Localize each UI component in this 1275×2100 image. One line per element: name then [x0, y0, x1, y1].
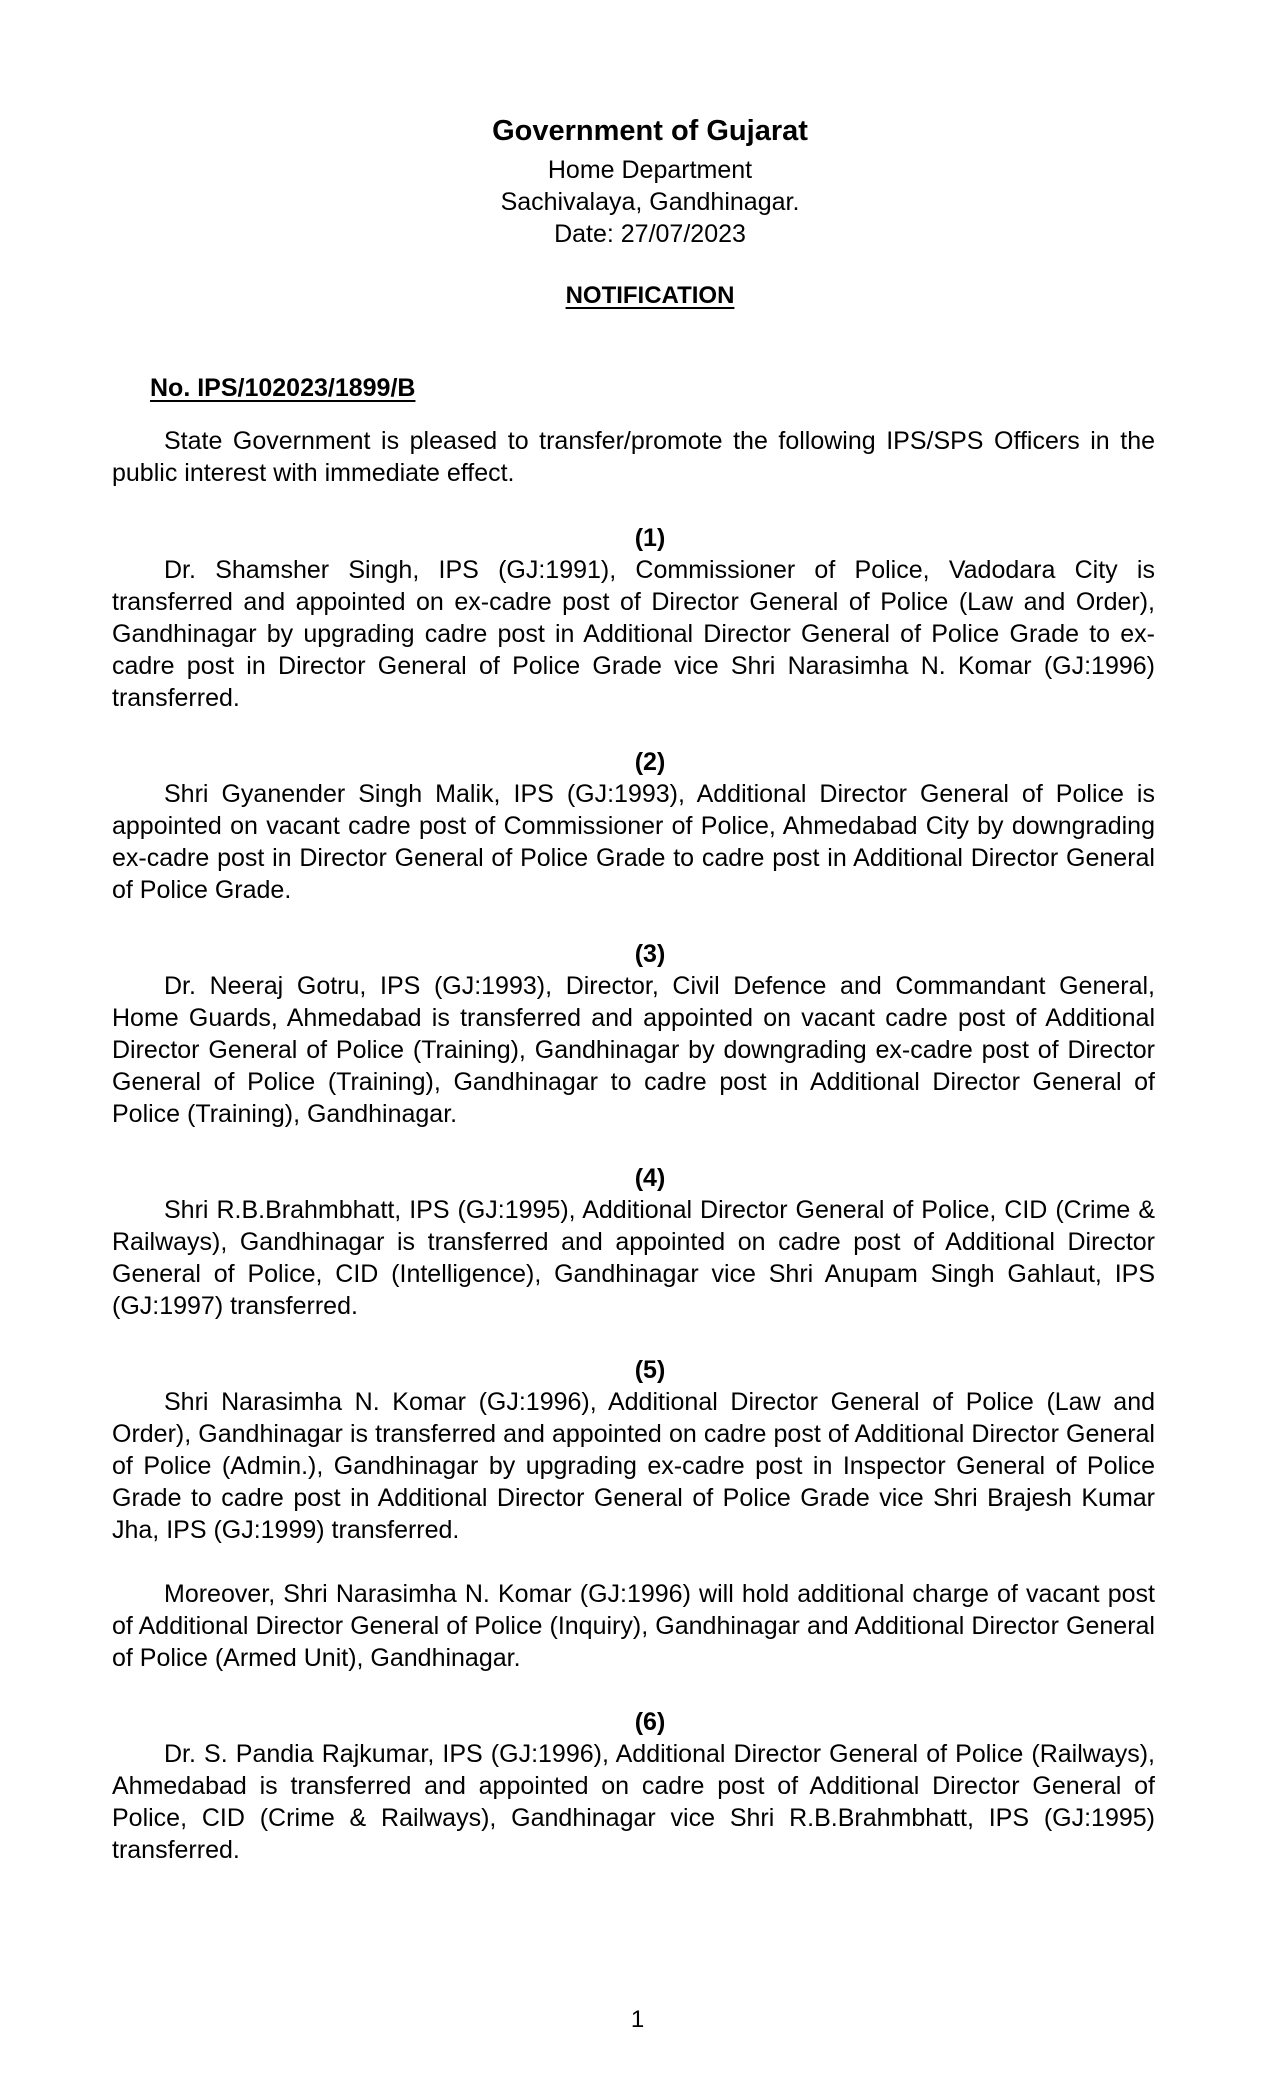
- notification-heading: NOTIFICATION: [565, 282, 735, 309]
- doc-title: Government of Gujarat: [492, 115, 808, 147]
- item-number-4: (4): [634, 1164, 666, 1192]
- item-paragraph-3: Dr. Neeraj Gotru, IPS (GJ:1993), Director, Civil Defence and Commandant General, Home Guards, Ahmedabad is transferred and appointed on vacant cadre post of Additional Director General of Police (Training), Gandhinagar by downgrading ex-cadre post of Director General of Police (Training), Gandhinagar to cadre post in Additional Director General of Police (Training), Gandhinagar.: [112, 972, 1155, 1128]
- item-paragraph-1: Dr. Shamsher Singh, IPS (GJ:1991), Commissioner of Police, Vadodara City is transferred and appointed on ex-cadre post of Director General of Police (Law and Order), Gandhinagar by upgrading cadre post in Additional Director General of Police Grade to ex-cadre post in Director General of Police Grade vice Shri Narasimha N. Komar (GJ:1996) transferred.: [112, 556, 1155, 712]
- item-paragraph-6: Dr. S. Pandia Rajkumar, IPS (GJ:1996), Additional Director General of Police (Railways), Ahmedabad is transferred and appointed on cadre post of Additional Director General of Police, CID (Crime & Railways), Gandhinagar vice Shri R.B.Brahmbhatt, IPS (GJ:1995) transferred.: [112, 1740, 1155, 1864]
- date-line: Date: 27/07/2023: [554, 220, 746, 248]
- item-paragraph-2: Shri Gyanender Singh Malik, IPS (GJ:1993), Additional Director General of Police is appointed on vacant cadre post of Commissioner of Police, Ahmedabad City by downgrading ex-cadre post in Director General of Police Grade to cadre post in Additional Director General of Police Grade.: [112, 780, 1155, 904]
- item-paragraph-4: Shri R.B.Brahmbhatt, IPS (GJ:1995), Additional Director General of Police, CID (Crime & Railways), Gandhinagar is transferred and appointed on cadre post of Additional Director General of Police, CID (Intelligence), Gandhinagar vice Shri Anupam Singh Gahlaut, IPS (GJ:1997) transferred.: [112, 1196, 1155, 1320]
- reference-number: No. IPS/102023/1899/B: [150, 374, 416, 402]
- item-number-6: (6): [634, 1708, 666, 1736]
- item-number-1: (1): [634, 524, 666, 552]
- page-number: 1: [630, 2006, 645, 2033]
- location-line: Sachivalaya, Gandhinagar.: [500, 188, 800, 216]
- item-paragraph-5: Shri Narasimha N. Komar (GJ:1996), Additional Director General of Police (Law and Order), Gandhinagar is transferred and appointed on cadre post of Additional Director General of Police (Admin.), Gandhinagar by upgrading ex-cadre post in Inspector General of Police Grade to cadre post in Additional Director General of Police Grade vice Shri Brajesh Kumar Jha, IPS (GJ:1999) transferred.: [112, 1388, 1155, 1544]
- item-number-2: (2): [634, 748, 666, 776]
- item-paragraph-5-additional: Moreover, Shri Narasimha N. Komar (GJ:1996) will hold additional charge of vacant post of Additional Director General of Police (Inquiry), Gandhinagar and Additional Director General of Police (Armed Unit), Gandhinagar.: [112, 1580, 1155, 1672]
- department-line: Home Department: [547, 156, 753, 184]
- intro-paragraph: State Government is pleased to transfer/promote the following IPS/SPS Officers in the public interest with immediate effect.: [112, 427, 1155, 487]
- item-number-5: (5): [634, 1356, 666, 1384]
- item-number-3: (3): [634, 940, 666, 968]
- document-content: [112, 113, 1155, 1866]
